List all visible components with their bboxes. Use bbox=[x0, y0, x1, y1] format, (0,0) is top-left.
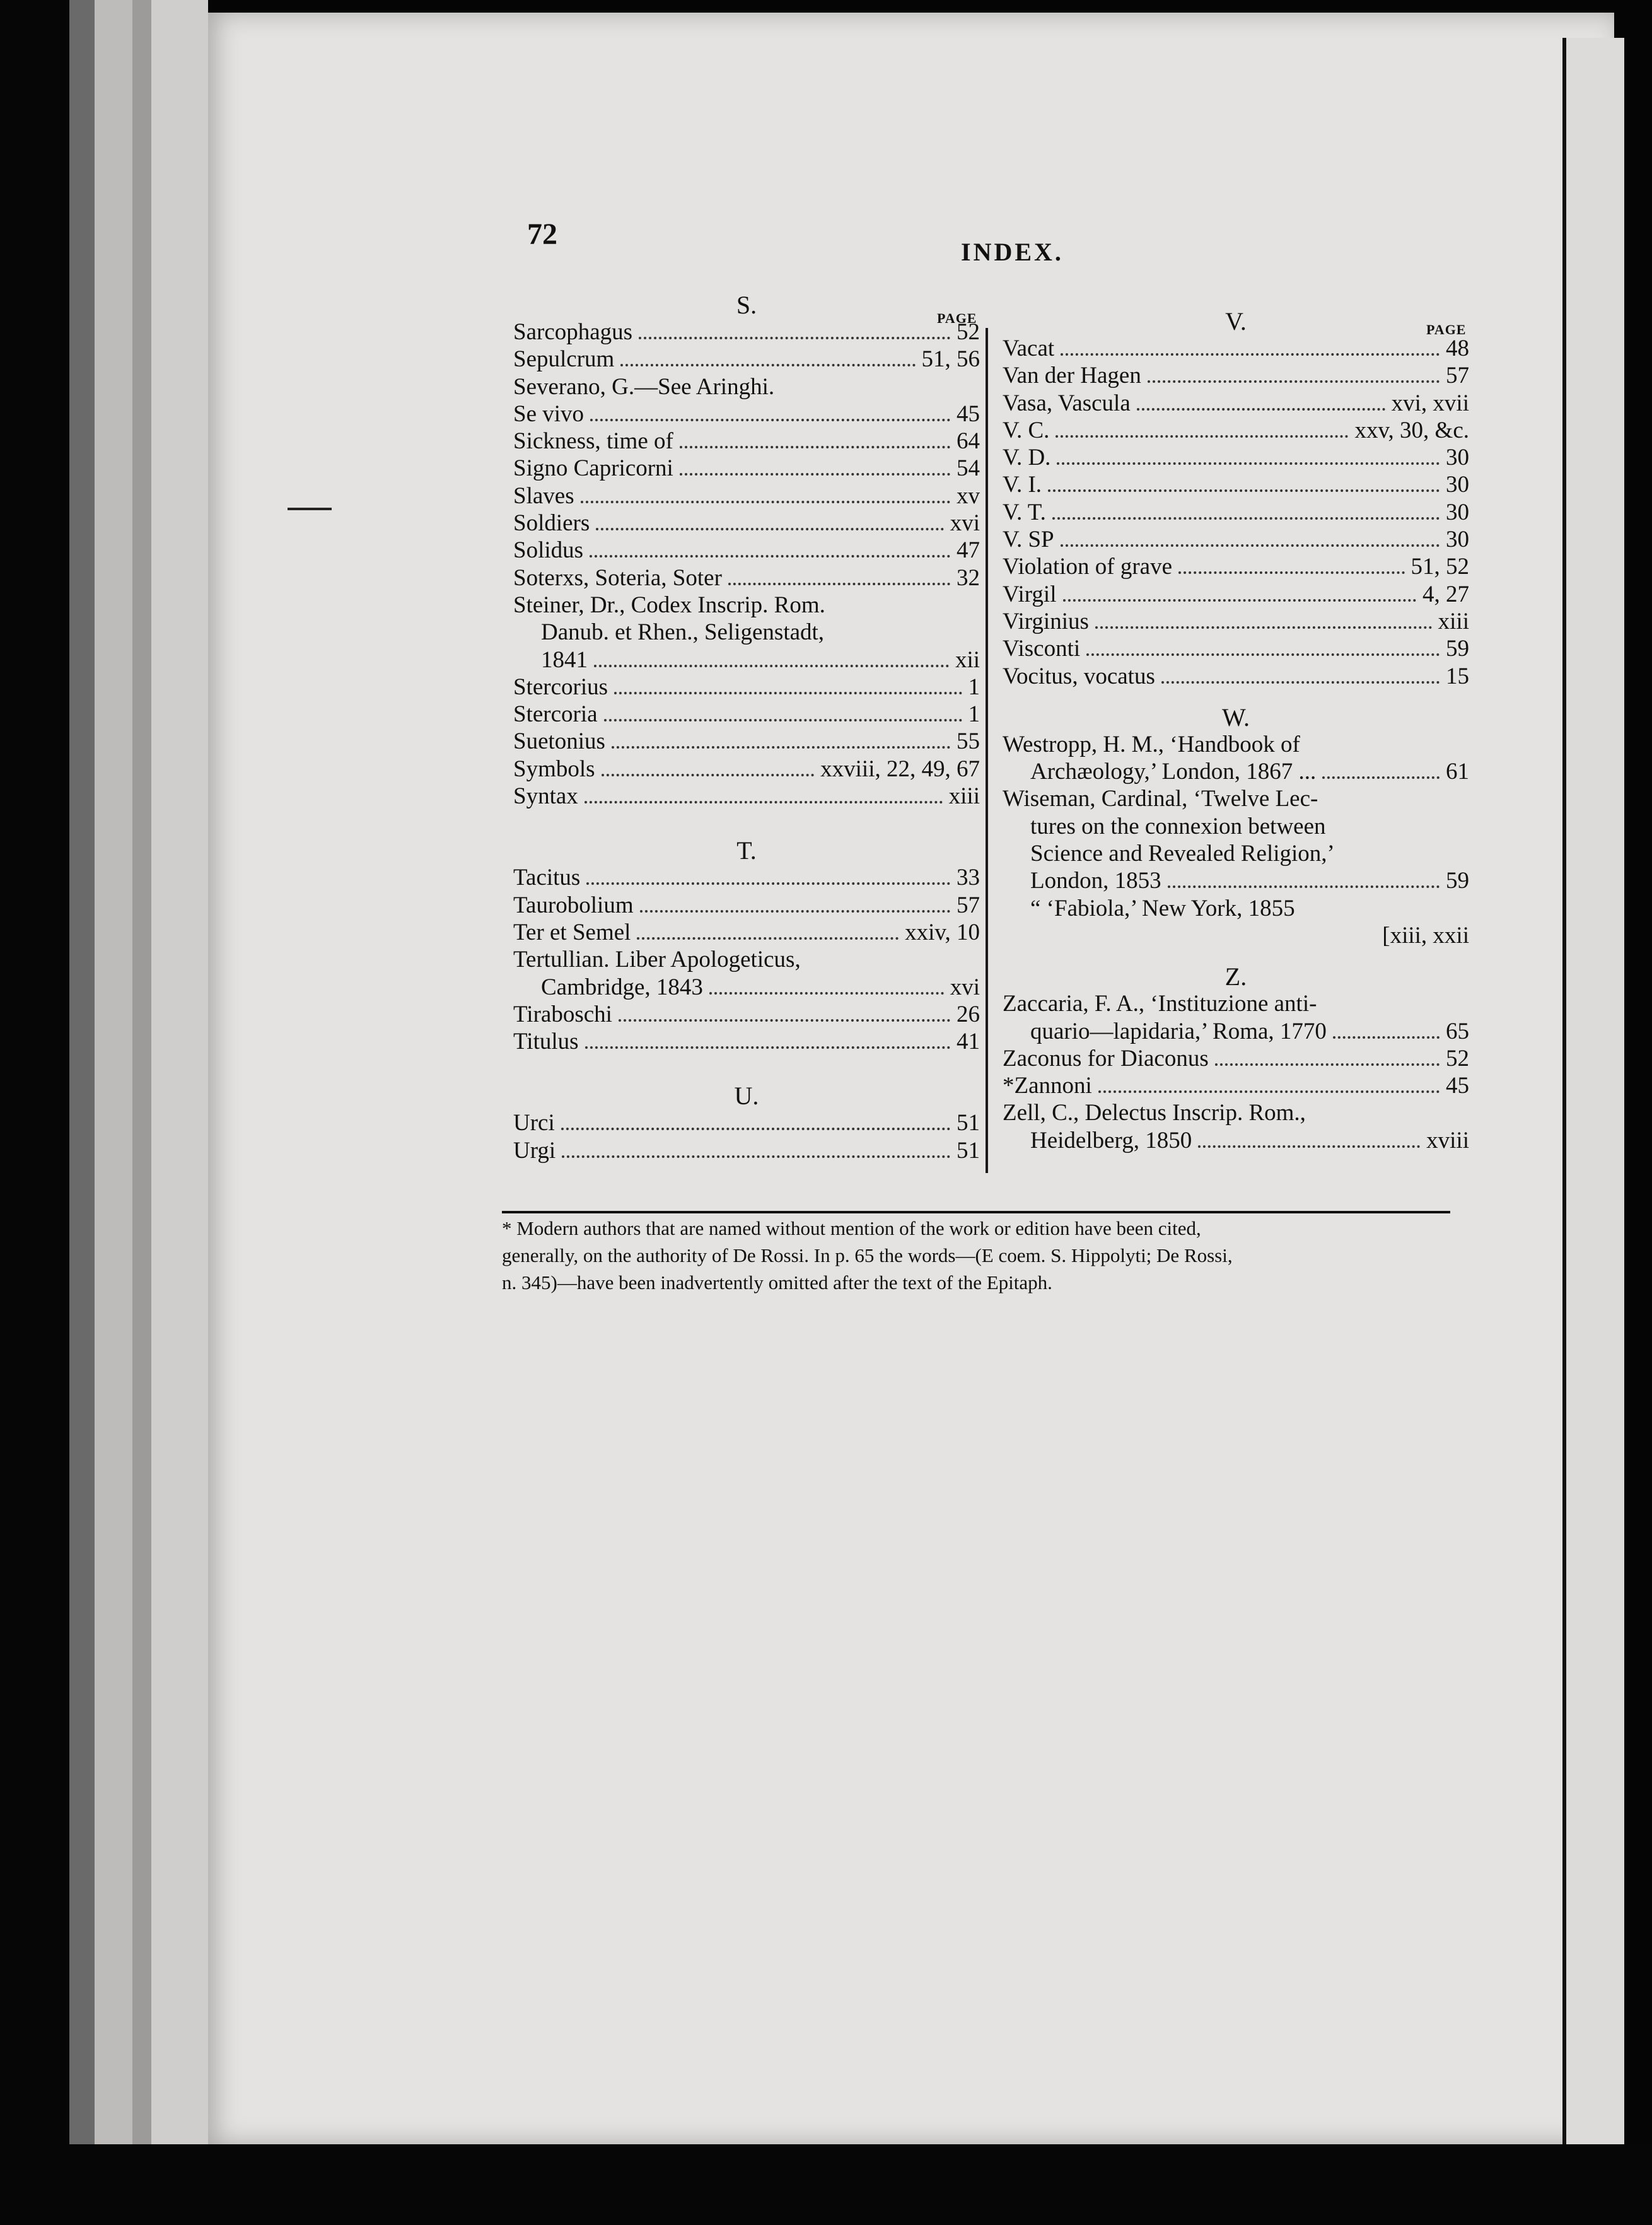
margin-mark bbox=[288, 508, 332, 510]
entry-page-ref: 54 bbox=[957, 455, 980, 482]
entry-heading: Urgi bbox=[513, 1137, 556, 1164]
index-entry bbox=[1003, 444, 1469, 471]
leader-dots bbox=[1161, 681, 1440, 684]
entry-page-ref: xvi bbox=[950, 510, 980, 537]
leader-dots bbox=[596, 528, 943, 530]
entry-heading: Soterxs, Soteria, Soter bbox=[513, 564, 722, 591]
index-entry bbox=[1003, 608, 1469, 635]
scan-border-bottom bbox=[0, 2144, 1652, 2225]
entry-page-ref: 30 bbox=[1446, 499, 1469, 525]
entry-page-ref: 55 bbox=[957, 728, 980, 755]
entry-page-ref: 59 bbox=[1446, 636, 1469, 662]
footnote-line: * Modern authors that are named without mention of the work or edition have been cited, bbox=[502, 1217, 1201, 1239]
entry-page-ref: 45 bbox=[1446, 1073, 1469, 1099]
index-entry bbox=[513, 400, 980, 428]
index-entry bbox=[513, 1028, 980, 1055]
leader-dots bbox=[1148, 380, 1440, 383]
entry-heading: Heidelberg, 1850 bbox=[1030, 1127, 1192, 1153]
section-spacer bbox=[1003, 690, 1469, 704]
entry-page-ref: xiii bbox=[948, 783, 980, 810]
leader-dots bbox=[1052, 517, 1440, 520]
index-entry bbox=[1003, 840, 1469, 867]
entry-heading: Titulus bbox=[513, 1029, 579, 1055]
entry-page-ref: 52 bbox=[957, 319, 980, 345]
index-entry bbox=[1003, 1099, 1469, 1126]
entry-page-ref: xvi bbox=[950, 974, 980, 1000]
leader-dots bbox=[612, 746, 950, 749]
index-entry bbox=[513, 674, 980, 701]
leader-dots bbox=[680, 473, 950, 476]
entry-heading: Stercorius bbox=[513, 674, 608, 700]
leader-dots bbox=[614, 692, 962, 694]
entry-page-ref: 30 bbox=[1446, 472, 1469, 498]
entry-page-ref: 33 bbox=[957, 865, 980, 891]
index-entry bbox=[1003, 553, 1469, 580]
index-column-right bbox=[1003, 308, 1469, 1154]
leader-dots bbox=[1137, 408, 1385, 411]
entry-heading: Se vivo bbox=[513, 400, 585, 427]
entry-heading: Signo Capricorni bbox=[513, 455, 673, 482]
index-entry bbox=[1003, 471, 1469, 498]
leader-dots bbox=[1056, 435, 1348, 438]
leader-dots bbox=[640, 910, 950, 913]
leader-dots bbox=[1063, 599, 1417, 602]
footnote-line: n. 345)—have been inadvertently omitted after the text of the Epitaph. bbox=[502, 1271, 1052, 1294]
entry-heading: Ter et Semel bbox=[513, 919, 631, 945]
entry-heading: Violation of grave bbox=[1003, 554, 1173, 580]
leader-dots bbox=[619, 1019, 950, 1022]
index-entry bbox=[513, 864, 980, 891]
page-column-heading: PAGE bbox=[937, 310, 977, 326]
leader-dots bbox=[562, 1155, 950, 1158]
entry-page-ref: 45 bbox=[957, 400, 980, 427]
index-entry bbox=[513, 373, 980, 400]
entry-heading: Archæology,’ London, 1867 ... bbox=[1030, 759, 1317, 785]
leader-dots bbox=[602, 774, 815, 776]
entry-heading: V. C. bbox=[1003, 417, 1050, 443]
index-entry bbox=[1003, 499, 1469, 526]
book-edge bbox=[95, 0, 132, 2225]
entry-heading: V. D. bbox=[1003, 445, 1051, 471]
entry-heading: Vocitus, vocatus bbox=[1003, 663, 1155, 689]
entry-page-ref: xxviii, 22, 49, 67 bbox=[820, 756, 980, 782]
entry-heading: Sickness, time of bbox=[513, 428, 673, 455]
book-edge bbox=[151, 0, 208, 2225]
entry-heading: Tiraboschi bbox=[513, 1001, 612, 1027]
leader-dots bbox=[680, 446, 950, 448]
index-entry bbox=[1003, 417, 1469, 444]
entry-page-ref: 59 bbox=[1446, 868, 1469, 894]
index-entry bbox=[1003, 758, 1469, 785]
entry-heading: Zell, C., Delectus Inscrip. Rom., bbox=[1003, 1100, 1306, 1126]
entry-page-ref: xviii bbox=[1426, 1127, 1469, 1153]
entry-page-ref: xiii bbox=[1438, 608, 1469, 634]
entry-page-ref: 32 bbox=[957, 564, 980, 591]
section-letter: Z. bbox=[1224, 962, 1247, 991]
entry-heading: London, 1853 bbox=[1030, 868, 1161, 894]
leader-dots bbox=[1215, 1063, 1440, 1066]
index-entry bbox=[1003, 731, 1469, 758]
entry-heading: Symbols bbox=[513, 756, 595, 782]
entry-heading: Steiner, Dr., Codex Inscrip. Rom. bbox=[513, 592, 825, 618]
entry-heading: Zaconus for Diaconus bbox=[1003, 1045, 1209, 1072]
entry-heading: Sarcophagus bbox=[513, 319, 633, 345]
index-entry bbox=[513, 428, 980, 455]
entry-heading: Soldiers bbox=[513, 510, 590, 537]
section-spacer bbox=[513, 810, 980, 837]
leader-dots bbox=[1098, 1090, 1440, 1093]
entry-heading: Virginius bbox=[1003, 608, 1089, 634]
entry-heading: [xiii, xxii bbox=[1382, 922, 1469, 949]
leader-dots bbox=[1322, 776, 1440, 779]
leader-dots bbox=[581, 501, 950, 503]
section-letter: S. bbox=[736, 291, 757, 319]
scan-border-left bbox=[0, 0, 69, 2225]
entry-page-ref: 4, 27 bbox=[1422, 581, 1469, 607]
entry-heading: Virgil bbox=[1003, 581, 1057, 607]
entry-heading: Zaccaria, F. A., ‘Instituzione anti- bbox=[1003, 991, 1317, 1017]
index-entry bbox=[513, 510, 980, 537]
next-page-edge bbox=[1562, 38, 1624, 2144]
entry-heading: Danub. et Rhen., Seligenstadt, bbox=[541, 619, 825, 646]
entry-page-ref: 30 bbox=[1446, 527, 1469, 553]
footnote-rule bbox=[502, 1211, 1450, 1213]
entry-heading: Vasa, Vascula bbox=[1003, 390, 1131, 416]
index-entry bbox=[513, 1137, 980, 1164]
index-entry bbox=[1003, 1045, 1469, 1072]
leader-dots bbox=[639, 337, 950, 339]
leader-dots bbox=[1086, 653, 1440, 656]
entry-page-ref: 57 bbox=[957, 892, 980, 918]
index-entry bbox=[1003, 895, 1469, 922]
index-entry bbox=[513, 946, 980, 973]
index-entry bbox=[1003, 813, 1469, 840]
index-entry bbox=[513, 346, 980, 373]
entry-page-ref: xv bbox=[957, 482, 980, 509]
entry-page-ref: xxiv, 10 bbox=[905, 919, 980, 945]
index-entry bbox=[513, 701, 980, 728]
index-entry bbox=[513, 537, 980, 564]
index-entry bbox=[1003, 390, 1469, 417]
index-entry bbox=[513, 1001, 980, 1028]
entry-page-ref: xii bbox=[955, 646, 980, 673]
index-entry bbox=[513, 482, 980, 510]
index-entry bbox=[1003, 990, 1469, 1017]
section-spacer bbox=[513, 1055, 980, 1082]
leader-dots bbox=[620, 364, 915, 366]
leader-dots bbox=[585, 1046, 950, 1049]
index-entry bbox=[513, 455, 980, 482]
index-entry bbox=[513, 892, 980, 919]
section-letter: W. bbox=[1221, 703, 1250, 732]
leader-dots bbox=[1061, 544, 1440, 547]
entry-page-ref: 1 bbox=[968, 674, 980, 700]
section-letter: U. bbox=[734, 1082, 759, 1111]
running-head: INDEX. bbox=[961, 238, 1064, 266]
entry-heading: Van der Hagen bbox=[1003, 363, 1141, 389]
leader-dots bbox=[1061, 353, 1440, 356]
section-letter: T. bbox=[736, 836, 757, 865]
leader-dots bbox=[1057, 462, 1440, 465]
leader-dots bbox=[1178, 571, 1404, 574]
entry-heading: Suetonius bbox=[513, 728, 605, 755]
index-entry bbox=[513, 728, 980, 755]
entry-page-ref: 51 bbox=[957, 1110, 980, 1136]
entry-heading: Tacitus bbox=[513, 865, 581, 891]
entry-page-ref: xvi, xvii bbox=[1391, 390, 1469, 416]
index-entry bbox=[513, 1109, 980, 1136]
index-entry bbox=[513, 974, 980, 1001]
entry-page-ref: 51 bbox=[957, 1137, 980, 1164]
entry-page-ref: 26 bbox=[957, 1001, 980, 1027]
page-column-heading: PAGE bbox=[1426, 322, 1467, 337]
entry-heading: V. T. bbox=[1003, 499, 1046, 525]
entry-heading: Stercoria bbox=[513, 701, 598, 728]
column-divider bbox=[986, 328, 988, 1173]
index-entry bbox=[1003, 867, 1469, 894]
leader-dots bbox=[1095, 626, 1432, 629]
entry-heading: quario—lapidaria,’ Roma, 1770 bbox=[1030, 1018, 1327, 1044]
entry-heading: Severano, G.—See Aringhi. bbox=[513, 373, 775, 400]
entry-heading: *Zannoni bbox=[1003, 1073, 1092, 1099]
entry-page-ref: 64 bbox=[957, 428, 980, 455]
section-letter: V. bbox=[1225, 307, 1247, 336]
index-entry bbox=[513, 564, 980, 592]
index-entry bbox=[1003, 1127, 1469, 1154]
leader-dots bbox=[1168, 885, 1440, 888]
leader-dots bbox=[604, 719, 962, 721]
entry-heading: Vacat bbox=[1003, 336, 1055, 361]
entry-page-ref: 52 bbox=[1446, 1045, 1469, 1072]
index-entry bbox=[1003, 581, 1469, 608]
entry-heading: Urci bbox=[513, 1110, 555, 1136]
index-entry bbox=[1003, 663, 1469, 690]
index-entry bbox=[1003, 922, 1469, 949]
entry-page-ref: 30 bbox=[1446, 445, 1469, 471]
index-entry bbox=[513, 646, 980, 674]
entry-heading: Solidus bbox=[513, 537, 584, 564]
entry-page-ref: 65 bbox=[1446, 1018, 1469, 1044]
entry-heading: V. SP bbox=[1003, 527, 1054, 553]
entry-page-ref: 41 bbox=[957, 1029, 980, 1055]
entry-page-ref: 51, 56 bbox=[921, 346, 980, 373]
leader-dots bbox=[728, 583, 950, 585]
entry-heading: Cambridge, 1843 bbox=[541, 974, 703, 1000]
entry-page-ref: xxv, 30, &c. bbox=[1354, 417, 1469, 443]
entry-page-ref: 1 bbox=[968, 701, 980, 728]
entry-heading: Westropp, H. M., ‘Handbook of bbox=[1003, 731, 1300, 757]
index-entry bbox=[1003, 1072, 1469, 1099]
leader-dots bbox=[1198, 1145, 1420, 1148]
page-number: 72 bbox=[527, 218, 557, 251]
entry-heading: “ ‘Fabiola,’ New York, 1855 bbox=[1030, 895, 1295, 921]
index-column-left bbox=[513, 291, 980, 1164]
index-entry bbox=[1003, 785, 1469, 812]
leader-dots bbox=[586, 882, 950, 885]
book-edge bbox=[69, 0, 95, 2225]
entry-page-ref: 51, 52 bbox=[1411, 554, 1469, 580]
entry-page-ref: 57 bbox=[1446, 363, 1469, 389]
index-entry bbox=[1003, 635, 1469, 662]
entry-page-ref: 15 bbox=[1446, 663, 1469, 689]
leader-dots bbox=[1048, 489, 1440, 492]
index-entry bbox=[513, 756, 980, 783]
entry-heading: V. I. bbox=[1003, 472, 1042, 498]
entry-heading: Sepulcrum bbox=[513, 346, 615, 373]
entry-heading: tures on the connexion between bbox=[1030, 813, 1326, 839]
section-spacer bbox=[1003, 949, 1469, 963]
leader-dots bbox=[594, 665, 949, 667]
index-entry bbox=[513, 919, 980, 946]
leader-dots bbox=[585, 801, 943, 803]
index-entry bbox=[1003, 1018, 1469, 1045]
index-entry bbox=[513, 318, 980, 346]
index-entry bbox=[1003, 335, 1469, 362]
entry-heading: Taurobolium bbox=[513, 892, 634, 918]
leader-dots bbox=[561, 1128, 950, 1130]
entry-page-ref: 48 bbox=[1446, 336, 1469, 361]
index-entry bbox=[513, 783, 980, 810]
footnote-line: generally, on the authority of De Rossi. In p. 65 the words—(E coem. S. Hippolyti; De Rossi, bbox=[502, 1244, 1233, 1266]
entry-heading: Syntax bbox=[513, 783, 578, 810]
leader-dots bbox=[637, 937, 899, 940]
entry-page-ref: 61 bbox=[1446, 759, 1469, 785]
entry-heading: Visconti bbox=[1003, 636, 1081, 662]
entry-heading: Wiseman, Cardinal, ‘Twelve Lec- bbox=[1003, 786, 1318, 812]
index-entry bbox=[1003, 362, 1469, 389]
entry-heading: Tertullian. Liber Apologeticus, bbox=[513, 947, 801, 973]
leader-dots bbox=[590, 555, 950, 558]
leader-dots bbox=[709, 992, 944, 995]
index-entry bbox=[1003, 526, 1469, 553]
entry-page-ref: 47 bbox=[957, 537, 980, 564]
footnote bbox=[502, 1215, 1450, 1296]
book-edge bbox=[132, 0, 151, 2225]
entry-heading: Science and Revealed Religion,’ bbox=[1030, 841, 1335, 867]
entry-heading: Slaves bbox=[513, 482, 574, 509]
entry-heading: 1841 bbox=[541, 646, 588, 673]
index-entry bbox=[513, 592, 980, 619]
leader-dots bbox=[590, 419, 950, 421]
leader-dots bbox=[1333, 1036, 1440, 1039]
index-entry bbox=[513, 619, 980, 646]
